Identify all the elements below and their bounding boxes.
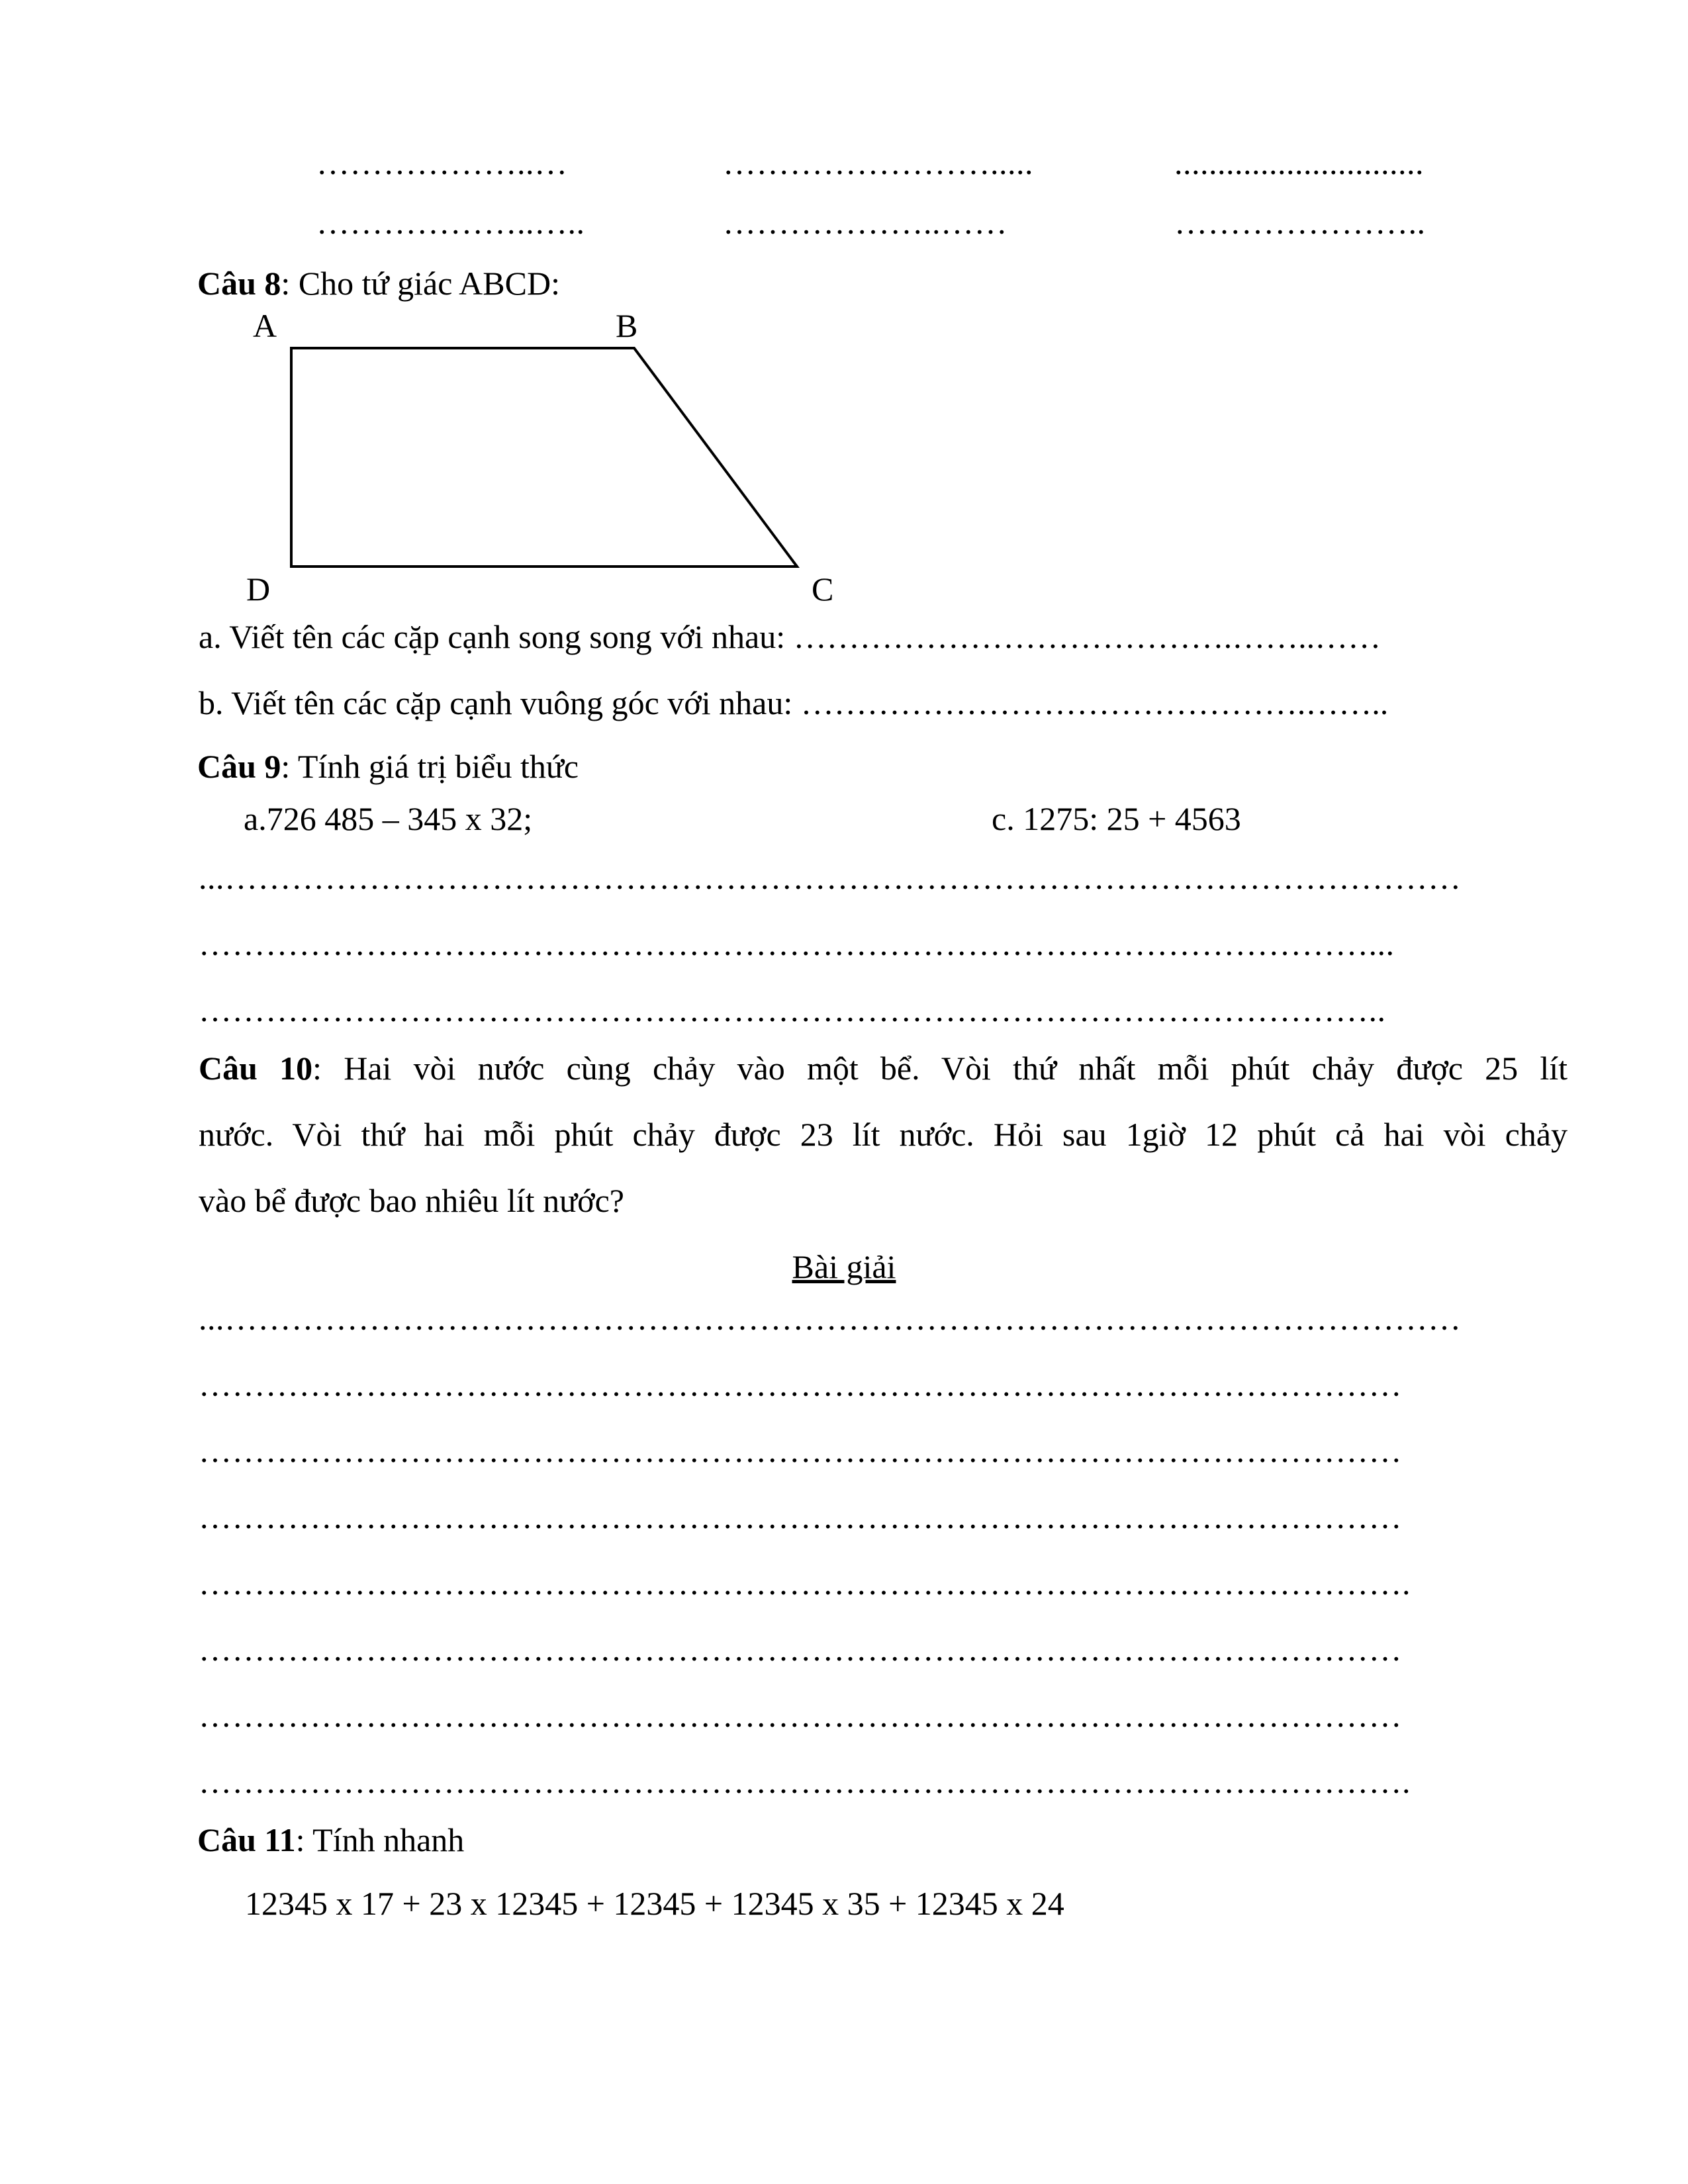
question-text-line: : Hai vòi nước cùng chảy vào một bể. Vòi thứ nhất mỗi phút chảy được 25 lít xyxy=(312,1050,1568,1087)
question-11 xyxy=(197,1820,464,1860)
answer-line: ...………………………………………………………………………………………………… xyxy=(199,859,1462,896)
answer-line: ………………………………………………………………………………………………. xyxy=(199,1763,1411,1800)
answer-line: ……………………………………………………………………………………………… xyxy=(199,1366,1402,1403)
answer-line: ……………………………………………………………………………………………… xyxy=(199,1432,1402,1469)
question-text-line: nước. Vòi thứ hai mỗi phút chảy được 23 lít nước. Hỏi sau 1giờ 12 phút cả hai vòi chảy xyxy=(199,1116,1568,1153)
answer-blank: ………………..….. xyxy=(316,204,585,241)
question-label: Câu 11 xyxy=(197,1821,296,1858)
answer-blank: ............................. xyxy=(1174,144,1424,181)
vertex-label-a: A xyxy=(253,307,277,344)
answer-line: ………………………………………………………………………………………………. xyxy=(199,1565,1411,1602)
answer-line: ……………………………………………………………………………………………... xyxy=(199,925,1395,962)
vertex-label-c: C xyxy=(812,570,834,608)
quick-calc-expression: 12345 x 17 + 23 x 12345 + 12345 + 12345 x 35 + 12345 x 24 xyxy=(245,1885,1064,1922)
question-label: Câu 8 xyxy=(197,265,281,302)
expression-a: a.726 485 – 345 x 32; xyxy=(244,800,533,837)
answer-line: ……………………………………………………………………………………………… xyxy=(199,1631,1402,1668)
expression-c: c. 1275: 25 + 4563 xyxy=(992,800,1241,837)
question-text-line: vào bể được bao nhiêu lít nước? xyxy=(199,1182,624,1219)
question-label: Câu 9 xyxy=(197,748,281,785)
question-9 xyxy=(197,747,579,786)
question-text: : Cho tứ giác ABCD: xyxy=(281,265,560,302)
answer-blank: ……………………..... xyxy=(723,144,1033,181)
question-label: Câu 10 xyxy=(199,1050,313,1087)
answer-blank: ………………..… xyxy=(316,144,568,181)
solution-heading: Bài giải xyxy=(792,1248,896,1285)
question-8-part-b: b. Viết tên các cặp cạnh vuông góc với nhau: ……………………………………….…….. xyxy=(199,684,1389,721)
question-8-part-a: a. Viết tên các cặp cạnh song song với nhau: ………………………………….……..…… xyxy=(199,618,1382,655)
question-text: : Tính nhanh xyxy=(295,1821,465,1858)
answer-blank: ………………..…… xyxy=(723,204,1008,241)
answer-line: …………………………………………………………………………………………….. xyxy=(199,991,1386,1028)
vertex-label-b: B xyxy=(616,307,638,344)
answer-line: ……………………………………………………………………………………………… xyxy=(199,1498,1402,1535)
question-text: : Tính giá trị biểu thức xyxy=(281,748,579,785)
question-10 xyxy=(199,1048,1568,1088)
quadrilateral-abcd xyxy=(291,348,797,567)
answer-line: ...………………………………………………………………………………………………… xyxy=(199,1300,1462,1337)
answer-blank: ………………….. xyxy=(1174,204,1426,241)
answer-line: ……………………………………………………………………………………………… xyxy=(199,1697,1402,1734)
vertex-label-d: D xyxy=(246,570,271,608)
